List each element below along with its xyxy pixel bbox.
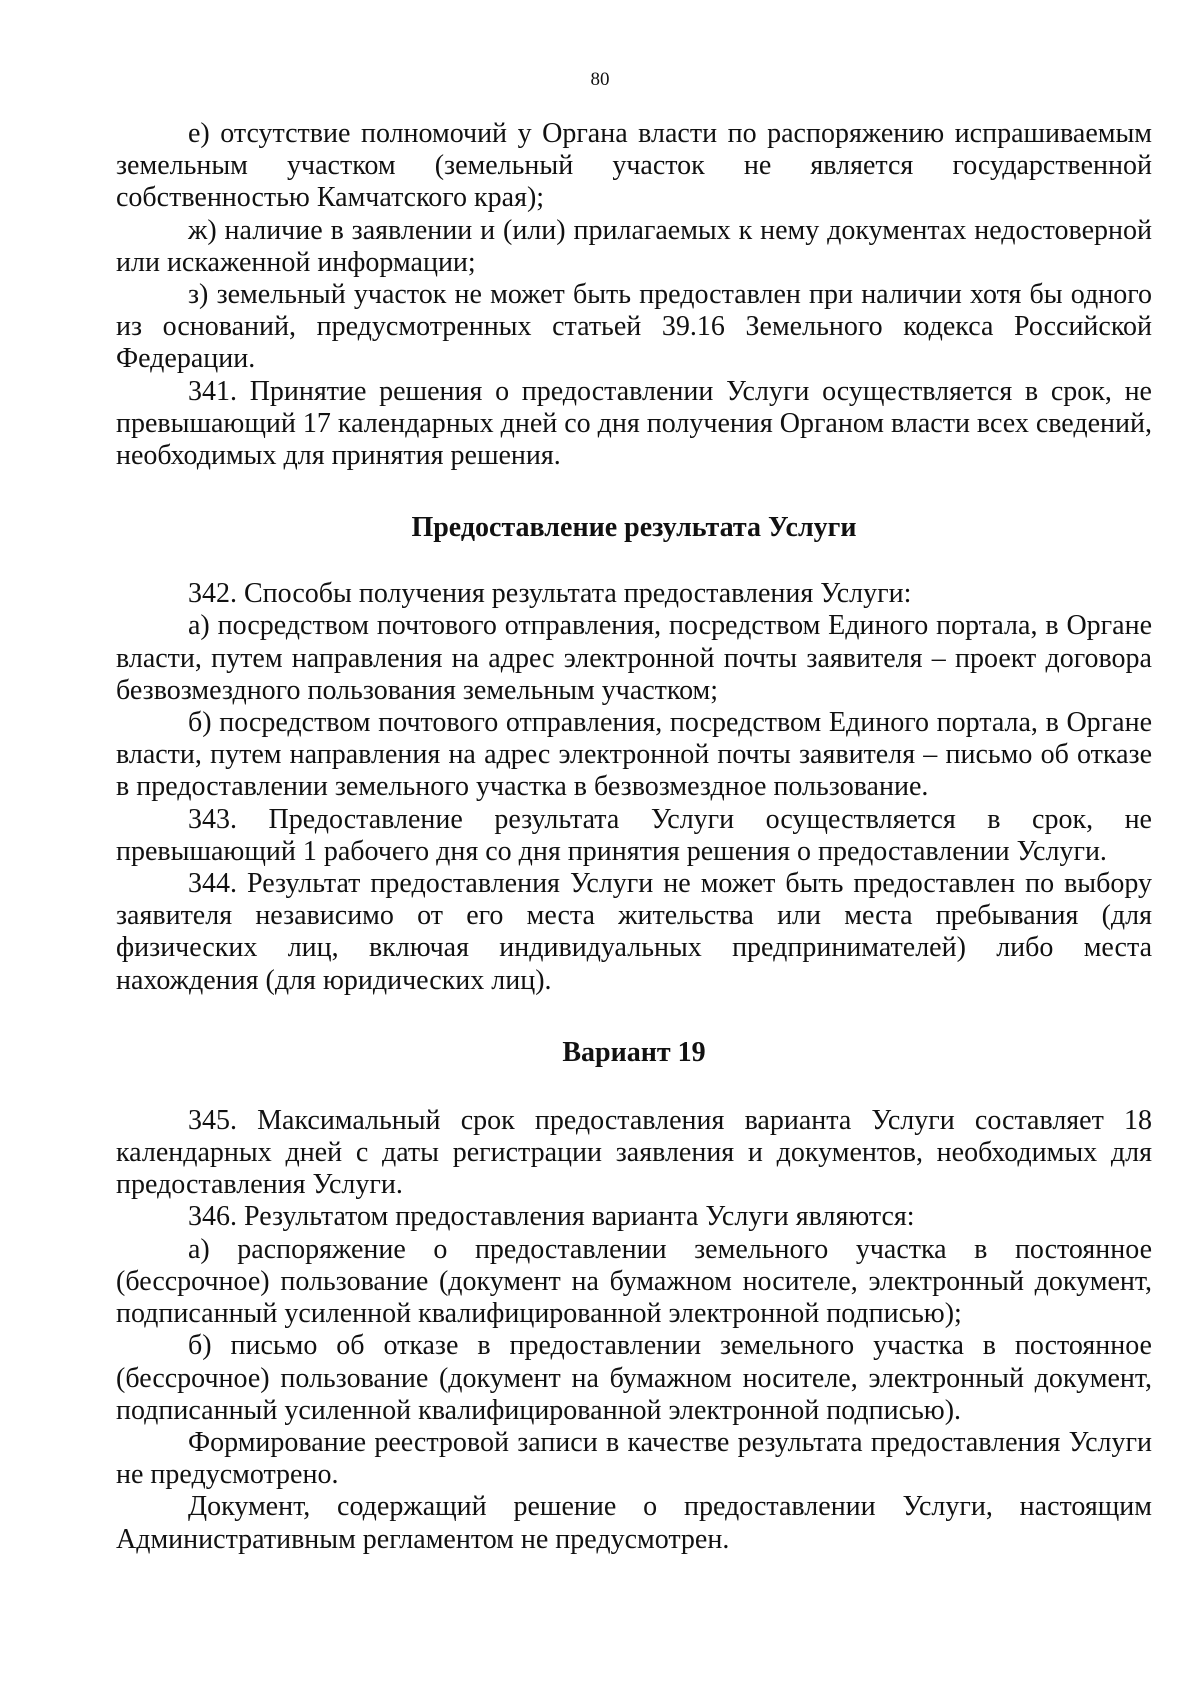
paragraph-decision-document: Документ, содержащий решение о предоставлении Услуги, настоящим Административным регламентом не предусмотрен. bbox=[116, 1491, 1152, 1555]
document-body bbox=[116, 118, 1152, 1556]
paragraph-346: 346. Результатом предоставления варианта Услуги являются: bbox=[188, 1201, 915, 1233]
section-heading-result: Предоставление результата Услуги bbox=[411, 512, 857, 544]
paragraph-341: 341. Принятие решения о предоставлении Услуги осуществляется в срок, не превышающий 17 календарных дней со дня получения Органом власти всех сведений, необходимых для принятия решения. bbox=[116, 375, 1152, 472]
paragraph-registry-record: Формирование реестровой записи в качестве результата предоставления Услуги не предусмотрено. bbox=[116, 1426, 1152, 1491]
paragraph-345: 345. Максимальный срок предоставления варианта Услуги составляет 18 календарных дней с даты регистрации заявления и документов, необходимых для предоставления Услуги. bbox=[116, 1104, 1152, 1201]
paragraph-item-e: е) отсутствие полномочий у Органа власти по распоряжению испрашиваемым земельным участком (земельный участок не является государственной собственностью Камчатского края); bbox=[116, 118, 1152, 214]
paragraph-346-a: а) распоряжение о предоставлении земельного участка в постоянное (бессрочное) пользование (документ на бумажном носителе, электронный документ, подписанный усиленной квалифицированной электронной подписью); bbox=[116, 1233, 1152, 1330]
paragraph-342: 342. Способы получения результата предоставления Услуги: bbox=[188, 578, 912, 610]
paragraph-342-b: б) посредством почтового отправления, посредством Единого портала, в Органе власти, путем направления на адрес электронной почты заявителя – письмо об отказе в предоставлении земельного участка в безвозмездное пользование. bbox=[116, 707, 1152, 803]
paragraph-342-a: а) посредством почтового отправления, посредством Единого портала, в Органе власти, путем направления на адрес электронной почты заявителя – проект договора безвозмездного пользования земельным участком; bbox=[116, 610, 1152, 706]
paragraph-343: 343. Предоставление результата Услуги осуществляется в срок, не превышающий 1 рабочего дня со дня принятия решения о предоставлении Услуги. bbox=[116, 803, 1152, 867]
paragraph-item-z: з) земельный участок не может быть предоставлен при наличии хотя бы одного из оснований, предусмотренных статьей 39.16 Земельного кодекса Российской Федерации. bbox=[116, 279, 1152, 375]
paragraph-344: 344. Результат предоставления Услуги не может быть предоставлен по выбору заявителя независимо от его места жительства или места пребывания (для физических лиц, включая индивидуальных предпринимателей) либо места нахождения (для юридических лиц). bbox=[116, 868, 1152, 996]
paragraph-item-zh: ж) наличие в заявлении и (или) прилагаемых к нему документах недостоверной или искаженной информации; bbox=[116, 214, 1152, 278]
section-heading-variant: Вариант 19 bbox=[562, 1036, 706, 1068]
paragraph-346-b: б) письмо об отказе в предоставлении земельного участка в постоянное (бессрочное) пользование (документ на бумажном носителе, электронный документ, подписанный усиленной квалифицированной электронной подписью). bbox=[116, 1330, 1152, 1426]
page-number: 80 bbox=[590, 69, 610, 90]
